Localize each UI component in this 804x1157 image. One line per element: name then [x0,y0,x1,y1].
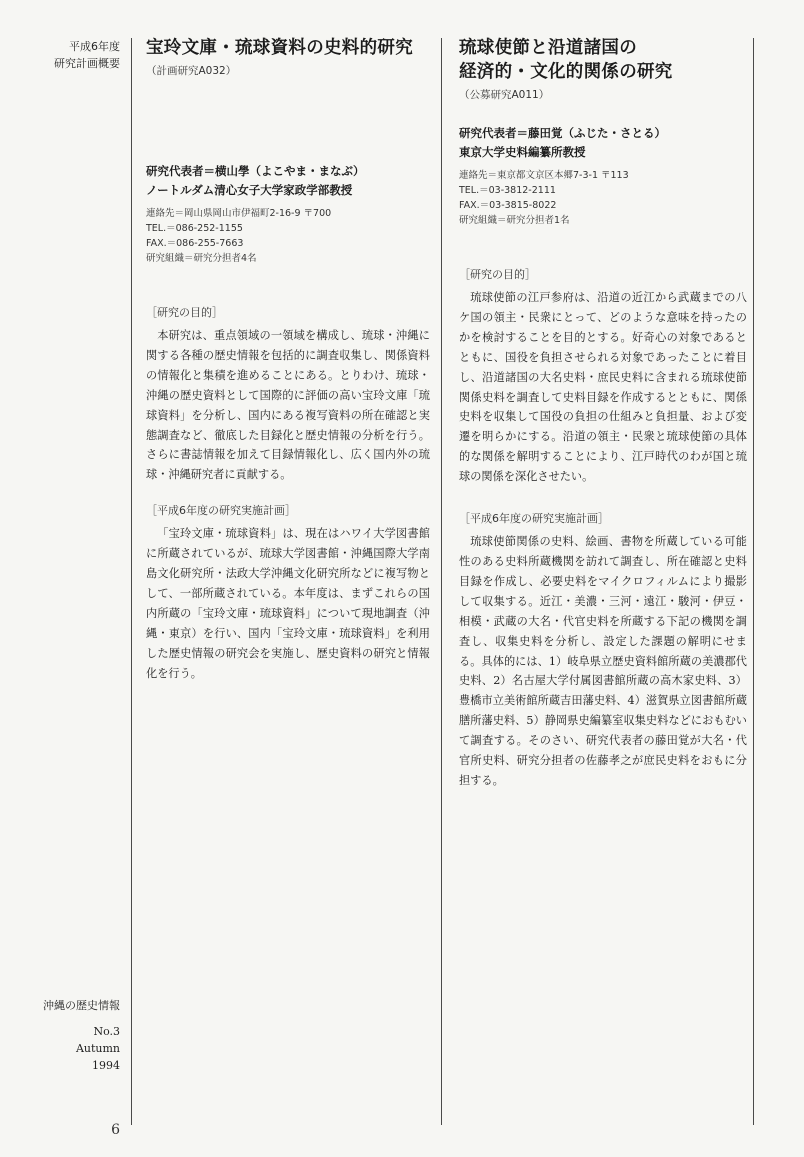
left-article-address: 連絡先＝岡山県岡山市伊福町2-16-9 〒700 [146,208,332,219]
column-divider-left [131,38,132,1125]
left-article-tel: TEL.＝086-252-1155 [146,223,243,234]
left-article-title: 宝玲文庫・琉球資料の史料的研究 [146,38,413,58]
right-article-tel: TEL.＝03-3812-2111 [459,185,556,196]
page-number: 6 [111,1122,120,1138]
right-article-title-line1: 琉球使節と沿道諸国の [459,38,637,58]
right-article-plan-section [459,510,747,791]
right-article-title-line2: 経済的・文化的関係の研究 [459,62,673,82]
issue-year: 1994 [92,1059,120,1072]
issue-season: Autumn [75,1042,120,1055]
right-article-representative-block [459,124,747,228]
right-article [459,36,747,791]
left-article-organization: 研究組織＝研究分担者4名 [146,253,257,264]
right-article-plan-text: 琉球使節関係の史料、絵画、書物を所蔵している可能性のある史料所蔵機関を訪れて調査し、所在確認と史料目録を作成し、必要史料をマイクロフィルムにより撮影して収集する。近江・美濃・三河・遠江・駿河・伊豆・相模・武蔵の大名・代官史料を所蔵する下記の機関を調査し、収集史料を分析し、設定した課題の解明にせまる。具体的には、1）岐阜県立歴史資料館所蔵の美濃郡代史料、2）名古屋大学付属図書館所蔵の高木家史料、3）豊橋市立美術館所蔵吉田藩史料、4）滋賀県立図書館所蔵膳所藩史料、5）静岡県史編纂室収集史料などにおもむいて調査する。そのさい、研究代表者の藤田覚が大名・代官所史料、研究分担者の佐藤孝之が庶民史料をおもに分担する。 [459,535,747,787]
sidebar-footer [22,997,120,1074]
left-article-purpose-text: 本研究は、重点領域の一領域を構成し、琉球・沖縄に関する各種の歴史情報を包括的に調査収集し、関係資料の情報化と集積を進めることにある。とりわけ、琉球・沖縄の歴史資料として国際的に評価の高い宝玲文庫「琉球資料」を分析し、国内にある複写資料の所在確認と実態調査など、徹底した目録化と歴史情報の分析を行う。さらに書誌情報を加えて目録情報化し、広く国内外の琉球・沖縄研究者に貢献する。 [146,329,430,482]
right-article-purpose-label: ［研究の目的］ [459,268,536,281]
left-article-plan-section [146,502,430,683]
left-article-purpose-label: ［研究の目的］ [146,306,223,319]
left-article-affiliation: ノートルダム清心女子大学家政学部教授 [146,183,353,197]
sidebar-header-subtitle: 研究計画概要 [54,57,120,70]
left-article-header [146,36,430,122]
left-article-code: （計画研究A032） [146,65,237,77]
left-article-representative: 研究代表者＝横山學（よこやま・まなぶ） [146,164,365,178]
sidebar-header [22,38,120,72]
right-article-header [459,36,747,122]
right-article-purpose-section [459,266,747,487]
left-article [146,36,430,684]
right-article-fax: FAX.＝03-3815-8022 [459,200,557,211]
right-article-organization: 研究組織＝研究分担者1名 [459,215,570,226]
left-article-plan-label: ［平成6年度の研究実施計画］ [146,504,296,518]
left-article-fax: FAX.＝086-255-7663 [146,238,244,249]
right-article-representative: 研究代表者＝藤田覚（ふじた・さとる） [459,126,666,140]
sidebar-header-year: 平成6年度 [69,40,120,53]
right-article-address: 連絡先＝東京都文京区本郷7-3-1 〒113 [459,170,629,181]
issue-number: No.3 [93,1025,120,1038]
right-article-plan-label: ［平成6年度の研究実施計画］ [459,512,609,526]
journal-title: 沖縄の歴史情報 [43,999,120,1012]
right-article-affiliation: 東京大学史料編纂所教授 [459,145,586,159]
left-article-plan-text: 「宝玲文庫・琉球資料」は、現在はハワイ大学図書館に所蔵されているが、琉球大学図書館・沖縄国際大学南島文化研究所・法政大学沖縄文化研究所などに複写物として、一部所蔵されている。本年度は、まずこれらの国内所蔵の「宝玲文庫・琉球資料」について現地調査（沖縄・東京）を行い、国内「宝玲文庫・琉球資料」を利用した歴史情報の研究会を実施し、歴史資料の研究と情報化を行う。 [146,527,430,680]
left-article-purpose-section [146,304,430,485]
right-article-code: （公募研究A011） [459,89,550,101]
column-divider-right [753,38,754,1125]
column-divider-center [441,38,442,1125]
right-article-purpose-text: 琉球使節の江戸参府は、沿道の近江から武蔵までの八ケ国の領主・民衆にとって、どのような意味を持ったのかを検討することを目的とする。好奇心の対象であるとともに、国役を負担させられる対象であったことに着目し、沿道諸国の大名史料・庶民史料に含まれる琉球使節関係史料を調査して史料目録を作成するとともに、関係史料を収集して国役の負担の仕組みと負担量、および変遷を明らかにする。沿道の領主・民衆と琉球使節の具体的な関係を解明することにより、江戸時代のわが国と琉球の関係を深化させたい。 [459,291,747,484]
left-article-representative-block [146,162,430,266]
